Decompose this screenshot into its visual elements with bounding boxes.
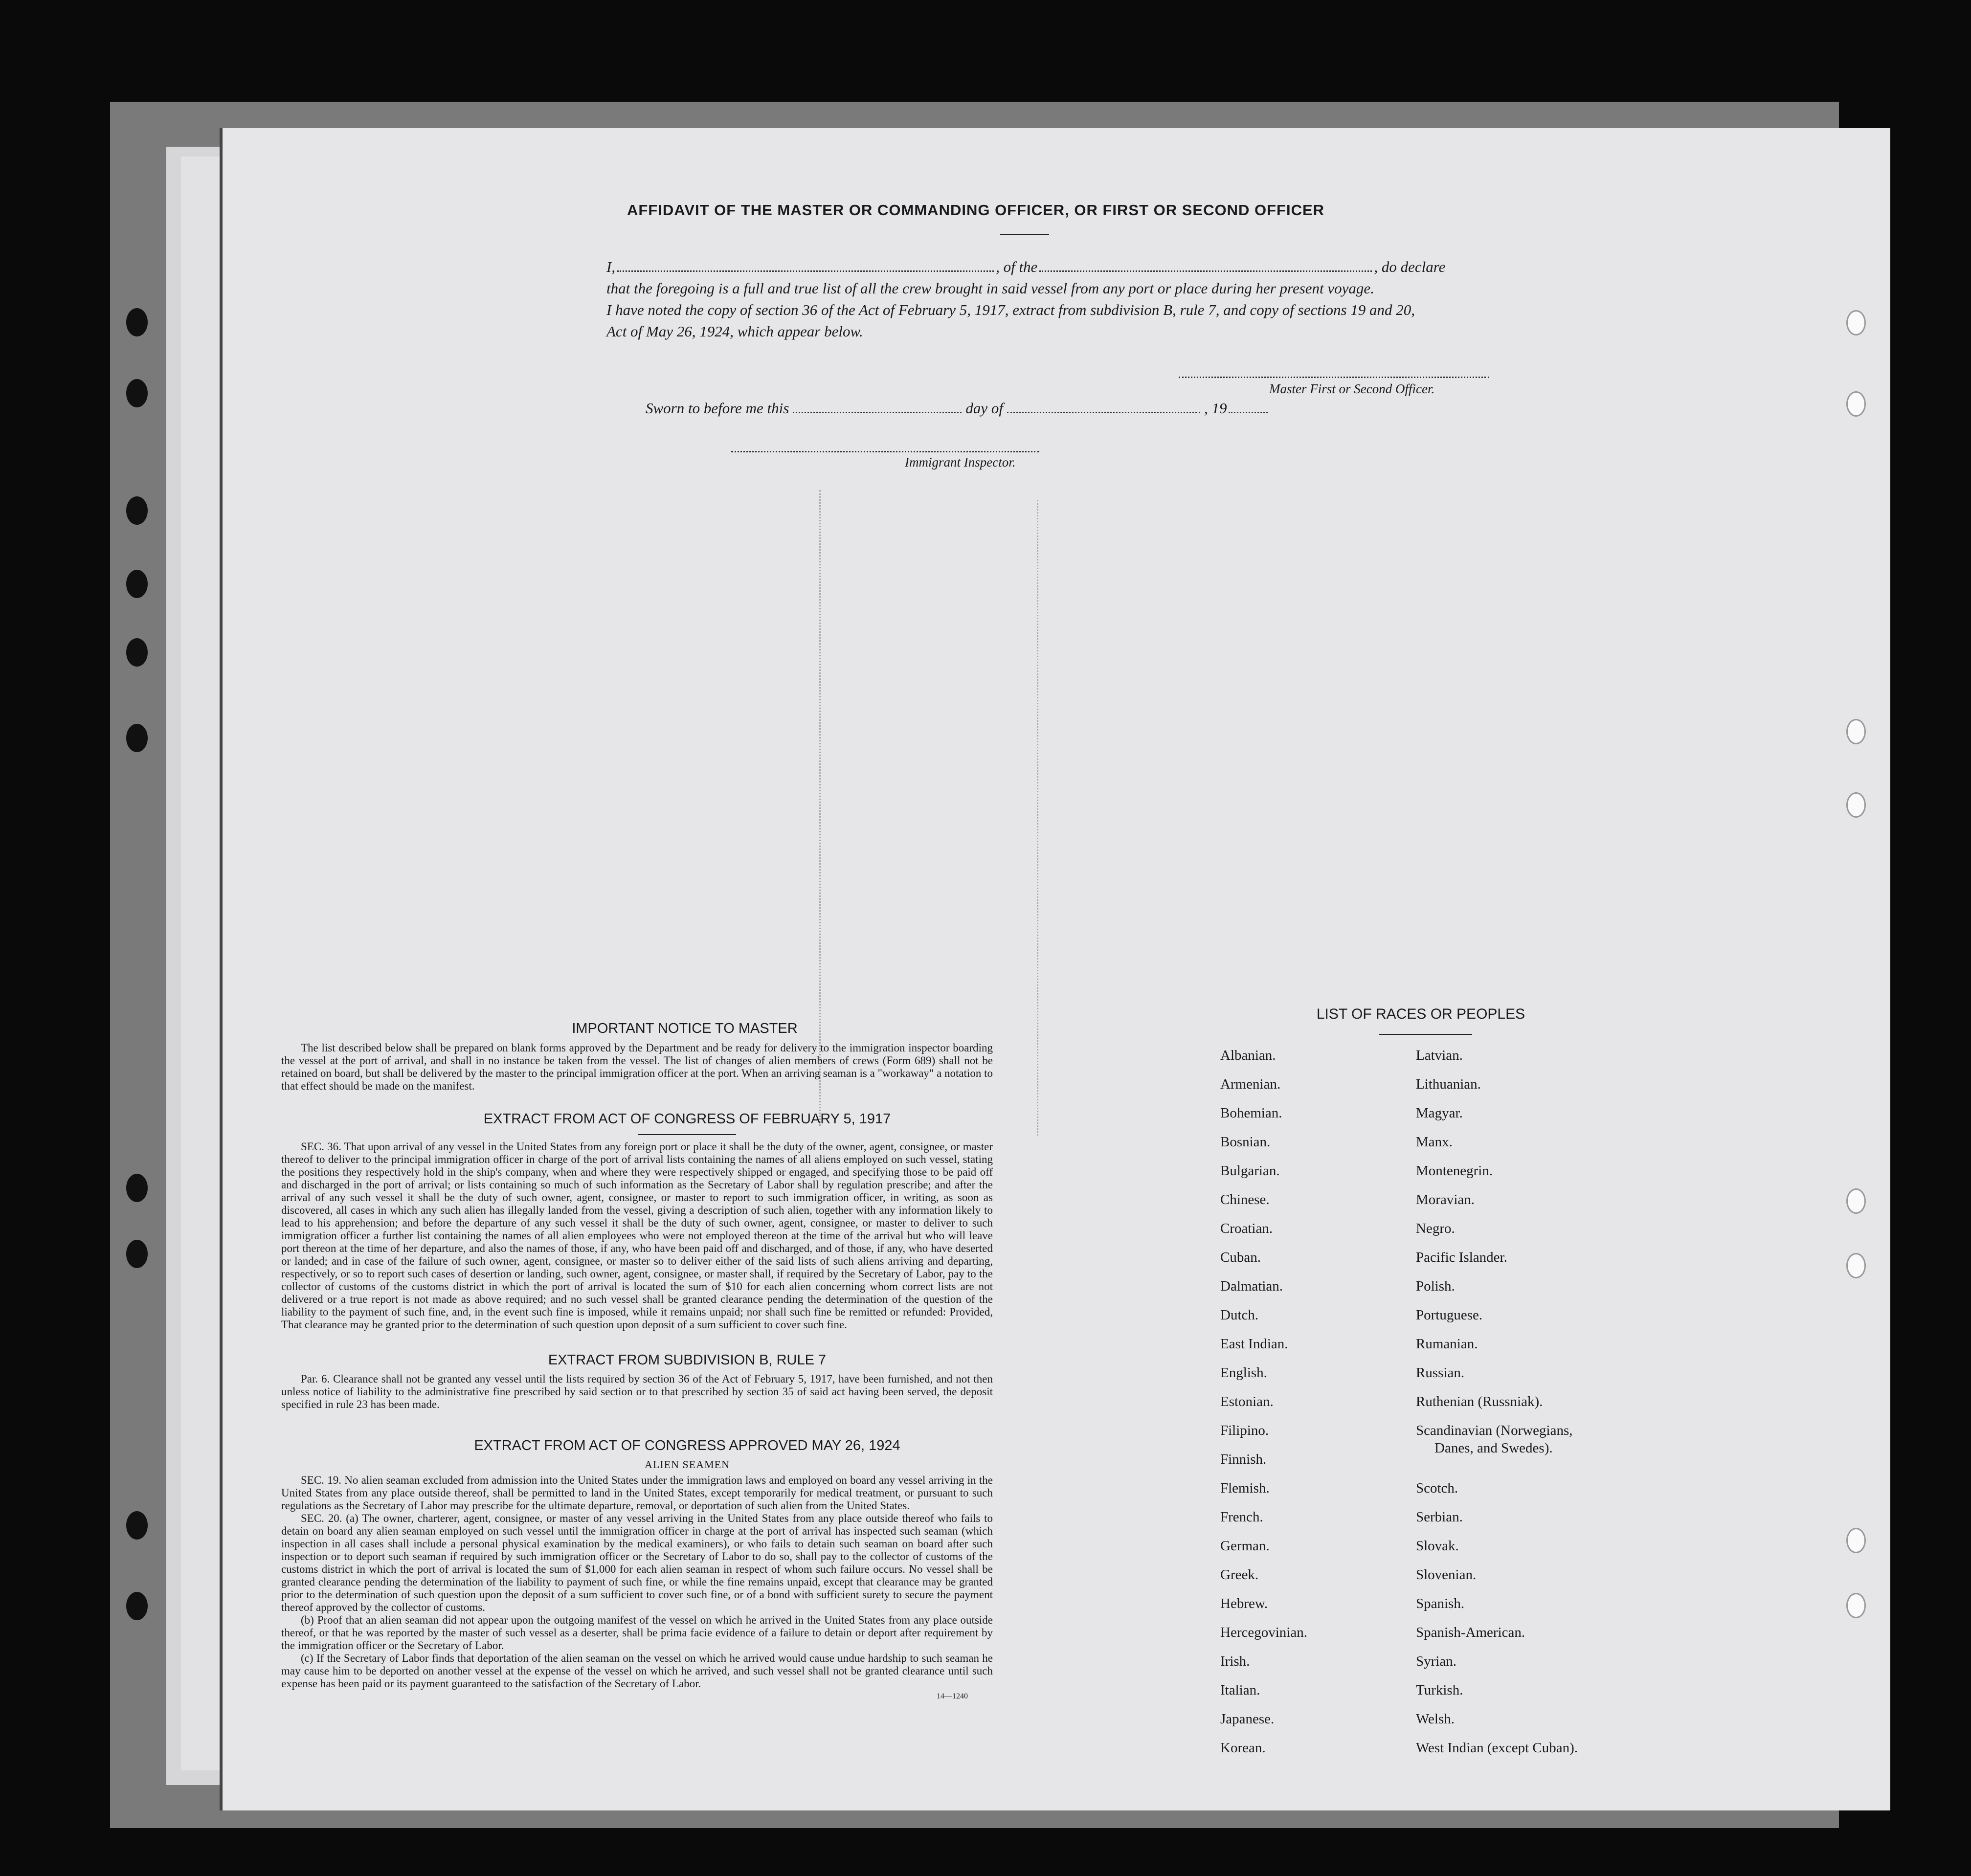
master-signature-line[interactable] bbox=[1179, 377, 1489, 378]
race-item: East Indian. bbox=[1220, 1336, 1288, 1352]
race-item: Lithuanian. bbox=[1416, 1076, 1481, 1092]
divider bbox=[1379, 1034, 1472, 1035]
punch-hole bbox=[1846, 310, 1866, 335]
race-item: Magyar. bbox=[1416, 1105, 1463, 1121]
race-item: Estonian. bbox=[1220, 1394, 1274, 1409]
binder-hole bbox=[126, 570, 148, 598]
binder-hole bbox=[126, 1592, 148, 1620]
race-item: French. bbox=[1220, 1509, 1263, 1525]
bleed-line bbox=[1037, 500, 1038, 1136]
race-item: Albanian. bbox=[1220, 1048, 1276, 1063]
race-item: Montenegrin. bbox=[1416, 1163, 1493, 1179]
race-item: Hercegovinian. bbox=[1220, 1625, 1307, 1640]
punch-hole bbox=[1846, 1188, 1866, 1214]
notice-body: The list described below shall be prepared on blank forms approved by the Department and be ready for delivery to the immigration inspector boarding the vessel at the port of arrival, and shall in no instance be taken from the vessel. The list of changes of alien members of crews (Form 689) shall not be retained on board, but shall be delivered by the master to the principal immigration officer at the port. When an arriving seaman is a "workaway" a notation to that effect should be made on the manifest. bbox=[281, 1042, 993, 1092]
race-item: Ruthenian (Russniak). bbox=[1416, 1394, 1543, 1409]
extract1924-subtitle: ALIEN SEAMEN bbox=[645, 1458, 730, 1471]
race-item: Scandinavian (Norwegians, bbox=[1416, 1423, 1573, 1438]
race-item: Rumanian. bbox=[1416, 1336, 1478, 1352]
race-item: Dutch. bbox=[1220, 1307, 1259, 1323]
sworn-year-blank[interactable] bbox=[1229, 402, 1268, 413]
race-item: Pacific Islander. bbox=[1416, 1250, 1507, 1265]
sworn-day-of: day of bbox=[965, 400, 1003, 417]
inspector-caption: Immigrant Inspector. bbox=[905, 455, 1016, 469]
race-item: Manx. bbox=[1416, 1134, 1453, 1150]
race-item: Spanish-American. bbox=[1416, 1625, 1525, 1640]
rule7-title: EXTRACT FROM SUBDIVISION B, RULE 7 bbox=[548, 1352, 827, 1368]
race-item: Bohemian. bbox=[1220, 1105, 1282, 1121]
race-item: Latvian. bbox=[1416, 1048, 1463, 1063]
race-item: Filipino. bbox=[1220, 1423, 1269, 1438]
binder-hole bbox=[126, 1511, 148, 1540]
race-item: Italian. bbox=[1220, 1682, 1260, 1698]
sworn-month-blank[interactable] bbox=[1007, 402, 1200, 413]
affidavit-line3: I have noted the copy of section 36 of the Act of February 5, 1917, extract from subdivision B, rule 7, and copy of sections 19 and 20, bbox=[606, 301, 1415, 318]
sworn-day-blank[interactable] bbox=[793, 402, 962, 413]
binder-hole bbox=[126, 724, 148, 752]
race-item: West Indian (except Cuban). bbox=[1416, 1740, 1578, 1756]
extract1917-body: SEC. 36. That upon arrival of any vessel in the United States from any foreign port or place it shall be the duty of the owner, agent, consignee, or master thereof to deliver to the principal immigration officer in charge of the port of arrival lists containing the names of all aliens employed on such vessel, stating the positions they respectively hold in the ship's company, when and where they were respectively shipped or engaged, and specifying those to be paid off and discharged in the port of arrival; or lists containing so much of such information as the Secretary of Labor shall by regulation prescribe; and after the arrival of any such vessel it shall be the duty of such owner, agent, consignee, or master to report to such immigration officer, in writing, as soon as discovered, all cases in which any such alien has illegally landed from the vessel, giving a description of such alien, together with any information likely to lead to his apprehension; and before the departure of any such vessel it shall be the duty of such owner, agent, consignee, or master to deliver to such immigration officer a further list containing the names of all alien employees who were not employed thereon at the time of the arrival but who will leave port thereon at the time of her departure, and also the names of those, if any, who have been paid off and discharged, and of those, if any, who have deserted or landed; and in case of the failure of such owner, agent, consignee, or master so to deliver either of the said lists of such aliens arriving and departing, respectively, or so to report such cases of desertion or landing, such owner, agent, consignee, or master shall, if required by the Secretary of Labor, pay to the collector of customs of the customs district in which the port of arrival is located the sum of $10 for each alien concerning whom correct lists are not delivered or a true report is not made as above required; and no such vessel shall be granted clearance pending the determination of the question of the liability to the payment of such fine, and, in the event such fine is imposed, while it remains unpaid; nor shall such fine be remitted or refunded: Provided, That clearance may be granted prior to the determination of such question upon deposit of a sum sufficient to cover such fine. bbox=[281, 1140, 993, 1331]
name-blank[interactable] bbox=[617, 261, 994, 272]
race-item: Irish. bbox=[1220, 1653, 1250, 1669]
race-item: German. bbox=[1220, 1538, 1270, 1554]
race-item: Korean. bbox=[1220, 1740, 1266, 1756]
race-item: Chinese. bbox=[1220, 1192, 1270, 1207]
race-item: Armenian. bbox=[1220, 1076, 1281, 1092]
rule7-body: Par. 6. Clearance shall not be granted any vessel until the lists required by section 36 of the Act of February 5, 1917, have been furnished, and not then unless notice of liability to the administrative fine prescribed by said section or to that prescribed by section 35 of said act having been served, the deposit specified in rule 23 has been made. bbox=[281, 1373, 993, 1410]
affidavit-of-the: , of the bbox=[996, 258, 1038, 275]
race-item: Negro. bbox=[1416, 1221, 1455, 1236]
affidavit-line2: that the foregoing is a full and true list of all the crew brought in said vessel from any port or place during her present voyage. bbox=[606, 280, 1374, 297]
race-item: Welsh. bbox=[1416, 1711, 1455, 1727]
race-item: Polish. bbox=[1416, 1278, 1455, 1294]
master-caption: Master First or Second Officer. bbox=[1269, 381, 1435, 396]
binder-hole bbox=[126, 308, 148, 336]
divider bbox=[1000, 234, 1049, 235]
races-title: LIST OF RACES OR PEOPLES bbox=[1316, 1006, 1525, 1022]
extract1924-title: EXTRACT FROM ACT OF CONGRESS APPROVED MAY 26, 1924 bbox=[474, 1438, 900, 1453]
race-item: Russian. bbox=[1416, 1365, 1465, 1381]
race-item: Slovak. bbox=[1416, 1538, 1459, 1554]
punch-hole bbox=[1846, 1593, 1866, 1618]
under-sheet-inner bbox=[181, 156, 226, 1770]
inspector-signature-line[interactable] bbox=[731, 451, 1039, 452]
punch-hole bbox=[1846, 391, 1866, 417]
binder-hole bbox=[126, 1174, 148, 1202]
race-item: Syrian. bbox=[1416, 1653, 1456, 1669]
affidavit-do-declare: , do declare bbox=[1374, 258, 1446, 275]
race-item: Portuguese. bbox=[1416, 1307, 1483, 1323]
sworn-line bbox=[646, 400, 1526, 417]
race-item: Japanese. bbox=[1220, 1711, 1275, 1727]
race-item: Flemish. bbox=[1220, 1480, 1270, 1496]
extract1924-body bbox=[281, 1474, 993, 1690]
punch-hole bbox=[1846, 792, 1866, 818]
race-item: Croatian. bbox=[1220, 1221, 1273, 1236]
sec20a: SEC. 20. (a) The owner, charterer, agent, consignee, or master of any vessel arriving in the United States from any place outside thereof who fails to detain on board any alien seaman employed on such vessel until the immigration officer in charge at the port of arrival has inspected such seaman (which inspection in all cases shall include a personal physical examination by the medical examiners), or who fails to detain such seaman on board after such inspection or to deport such seaman if required by such immigration officer or the Secretary of Labor to do so, shall pay to the collector of customs of the customs district in which the port of arrival is located the sum of $1,000 for each alien seaman in respect of whom such failure occurs. No vessel shall be granted clearance pending the determination of the liability to payment of such fine, or while the fine remains unpaid, except that clearance may be granted prior to the determination of such question upon the deposit of a sum sufficient to cover such fine, or of a bond with sufficient surety to secure the payment thereof approved by the collector of customs. bbox=[281, 1512, 993, 1613]
divider bbox=[638, 1134, 736, 1135]
notice-title: IMPORTANT NOTICE TO MASTER bbox=[572, 1021, 798, 1036]
race-item: Finnish. bbox=[1220, 1452, 1267, 1467]
punch-hole bbox=[1846, 1253, 1866, 1278]
binder-hole bbox=[126, 379, 148, 407]
race-item: Hebrew. bbox=[1220, 1596, 1268, 1611]
race-item: Cuban. bbox=[1220, 1250, 1261, 1265]
affidavit-title: AFFIDAVIT OF THE MASTER OR COMMANDING OFFICER, OR FIRST OR SECOND OFFICER bbox=[627, 201, 1325, 219]
race-item: Greek. bbox=[1220, 1567, 1259, 1583]
affidavit-i: I, bbox=[606, 258, 616, 275]
punch-hole bbox=[1846, 1528, 1866, 1553]
binder-hole bbox=[126, 496, 148, 525]
sworn-text: Sworn to before me this bbox=[646, 400, 789, 417]
races-right-column bbox=[1416, 1048, 1578, 1769]
race-item: Serbian. bbox=[1416, 1509, 1463, 1525]
race-item: Dalmatian. bbox=[1220, 1278, 1283, 1294]
sec20c: (c) If the Secretary of Labor finds that deportation of the alien seaman on the vessel on which he arrived would cause undue hardship to such seaman he may cause him to be deported on another vessel at the expense of the vessel on which he arrived, and such vessel shall not be granted clearance until such expense has been paid or its payment guaranteed to the satisfaction of the Secretary of Labor. bbox=[281, 1652, 993, 1690]
race-item: Moravian. bbox=[1416, 1192, 1475, 1207]
binder-hole bbox=[126, 1240, 148, 1268]
sworn-year: , 19 bbox=[1204, 400, 1227, 417]
race-item: Scotch. bbox=[1416, 1480, 1458, 1496]
binder-hole bbox=[126, 638, 148, 667]
punch-hole bbox=[1846, 719, 1866, 744]
race-item: Slovenian. bbox=[1416, 1567, 1477, 1583]
extract1917-title: EXTRACT FROM ACT OF CONGRESS OF FEBRUARY 5, 1917 bbox=[483, 1111, 891, 1127]
vessel-blank[interactable] bbox=[1039, 261, 1372, 272]
affidavit-line4: Act of May 26, 1924, which appear below. bbox=[606, 323, 863, 340]
form-number: 14—1240 bbox=[937, 1692, 968, 1700]
sec20b: (b) Proof that an alien seaman did not appear upon the outgoing manifest of the vessel on which he arrived in the United States from any place outside thereof, or that he was reported by the master of such vessel as a deserter, shall be prima facie evidence of a failure to detain or deport after requirement by the immigration officer or the Secretary of Labor. bbox=[281, 1614, 993, 1652]
races-left-column bbox=[1220, 1048, 1307, 1769]
race-item: English. bbox=[1220, 1365, 1267, 1381]
sec19: SEC. 19. No alien seaman excluded from admission into the United States under the immigration laws and employed on board any vessel arriving in the United States from any place outside thereof, shall be permitted to land in the United States, except temporarily for medical treatment, or pursuant to such regulations as the Secretary of Labor may prescribe for the ultimate departure, removal, or deportation of such alien from the United States. bbox=[281, 1474, 993, 1512]
race-item: Danes, and Swedes). bbox=[1434, 1440, 1553, 1456]
race-item: Bulgarian. bbox=[1220, 1163, 1280, 1179]
race-item: Spanish. bbox=[1416, 1596, 1465, 1611]
affidavit-text bbox=[606, 256, 1761, 342]
affidavit-page bbox=[223, 128, 1890, 1810]
race-item: Turkish. bbox=[1416, 1682, 1463, 1698]
race-item: Bosnian. bbox=[1220, 1134, 1271, 1150]
